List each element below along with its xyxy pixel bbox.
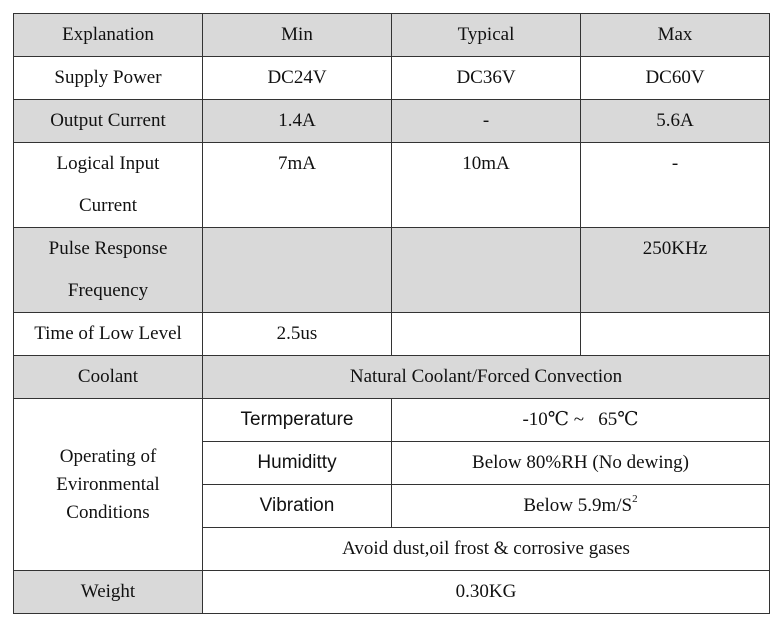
row-label-line: Pulse Response — [48, 238, 168, 259]
cell-max: - — [581, 143, 770, 228]
header-typical: Typical — [392, 14, 581, 57]
cell-max: DC60V — [581, 57, 770, 100]
header-max: Max — [581, 14, 770, 57]
row-supply-power — [14, 57, 770, 100]
cell-humidity-value: Below 80%RH (No dewing) — [392, 442, 770, 485]
header-min: Min — [203, 14, 392, 57]
header-explanation: Explanation — [14, 14, 203, 57]
row-label: Time of Low Level — [14, 313, 203, 356]
row-temperature — [14, 399, 770, 442]
row-label: Weight — [14, 571, 203, 614]
cell-max: 250KHz — [581, 228, 770, 313]
cell-min — [203, 228, 392, 313]
cell-typical: 10mA — [392, 143, 581, 228]
cell-typical: DC36V — [392, 57, 581, 100]
row-label-line: Logical Input — [56, 153, 160, 174]
cell-typical: - — [392, 100, 581, 143]
row-label — [14, 143, 203, 228]
cell-coolant-value: Natural Coolant/Forced Convection — [203, 356, 770, 399]
table-header-row — [14, 14, 770, 57]
cell-max: 5.6A — [581, 100, 770, 143]
cell-environment-note: Avoid dust,oil frost & corrosive gases — [203, 528, 770, 571]
row-label — [14, 228, 203, 313]
cell-vibration-value — [392, 485, 770, 528]
row-label: Coolant — [14, 356, 203, 399]
sub-label-vibration: Vibration — [203, 485, 392, 528]
cell-weight-value: 0.30KG — [203, 571, 770, 614]
cell-min: 7mA — [203, 143, 392, 228]
row-time-of-low-level — [14, 313, 770, 356]
vibration-superscript: 2 — [632, 492, 638, 505]
cell-temperature-value: -10℃ ~ 65℃ — [392, 399, 770, 442]
cell-typical — [392, 313, 581, 356]
specifications-table — [13, 13, 770, 614]
row-label: Output Current — [14, 100, 203, 143]
row-logical-input-current — [14, 143, 770, 228]
row-coolant — [14, 356, 770, 399]
row-label: Supply Power — [14, 57, 203, 100]
row-label-line: Frequency — [67, 280, 149, 301]
row-label-line: Evironmental — [56, 473, 160, 495]
sub-label-humidity: Humiditty — [203, 442, 392, 485]
cell-min: 2.5us — [203, 313, 392, 356]
row-label-line: Operating of — [59, 445, 157, 467]
cell-min: DC24V — [203, 57, 392, 100]
cell-typical — [392, 228, 581, 313]
row-output-current — [14, 100, 770, 143]
row-pulse-response-frequency — [14, 228, 770, 313]
sub-label-temperature: Termperature — [203, 399, 392, 442]
row-label-line: Conditions — [66, 501, 150, 523]
row-weight — [14, 571, 770, 614]
cell-min: 1.4A — [203, 100, 392, 143]
row-label-operating-conditions — [14, 399, 203, 571]
row-label-line: Current — [78, 195, 138, 216]
cell-max — [581, 313, 770, 356]
vibration-value-text: Below 5.9m/S — [523, 495, 633, 516]
